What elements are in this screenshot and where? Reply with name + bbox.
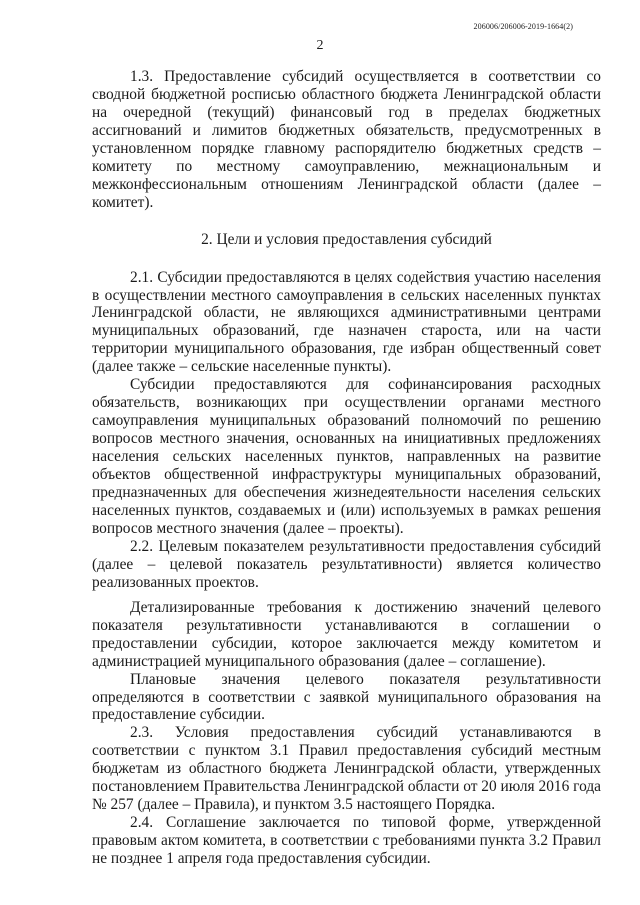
- page-number: 2: [316, 38, 324, 53]
- section-heading-2: 2. Цели и условия предоставления субсидий: [201, 230, 492, 248]
- paragraph-2-2-planned-values: Плановые значения целевого показателя результативности определяются в соответствии с заявкой муниципального образования на предоставление субсидии.: [92, 670, 601, 724]
- paragraph-2-4: 2.4. Соглашение заключается по типовой форме, утвержденной правовым актом комитета, в соответствии с требованиями пункта 3.2 Правил не позднее 1 апреля года предоставления субсидии.: [92, 814, 601, 868]
- document-id: 206006/206006-2019-1664(2): [473, 22, 573, 31]
- paragraph-2-3: 2.3. Условия предоставления субсидий устанавливаются в соответствии с пунктом 3.1 Правил предоставления субсидий местным бюджетам из областного бюджета Ленинградской области, утвержденных постановлением Правительства Ленинградской области от 20 июля 2016 года № 257 (далее – Правила), и пунктом 3.5 настоящего Порядка.: [92, 724, 601, 814]
- paragraph-2-1: 2.1. Субсидии предоставляются в целях содействия участию населения в осуществлении местного самоуправления в сельских населенных пунктах Ленинградской области, не являющихся административными центрами муниципальных образований, где назначен староста, или на части территории муниципального образования, где избран общественный совет (далее также – сельские населенные пункты).: [92, 268, 601, 376]
- paragraph-2-2: 2.2. Целевым показателем результативности предоставления субсидий (далее – целевой показатель результативности) является количество реализованных проектов.: [92, 537, 601, 591]
- paragraph-2-1-subsidies: Субсидии предоставляются для софинансирования расходных обязательств, возникающих при осуществлении органами местного самоуправления муниципальных образований полномочий по решению вопросов местного значения, основанных на инициативных предложениях населения сельских населенных пунктов, направленных на развитие объектов общественной инфраструктуры муниципальных образований, предназначенных для обеспечения жизнедеятельности населения сельских населенных пунктов, создаваемых и (или) используемых в рамках решения вопросов местного значения (далее – проекты).: [92, 376, 601, 537]
- document-body: [92, 68, 601, 868]
- paragraph-2-2-requirements: Детализированные требования к достижению значений целевого показателя результативности устанавливаются в соглашении о предоставлении субсидии, которое заключается между комитетом и администрацией муниципального образования (далее – соглашение).: [92, 598, 601, 670]
- paragraph-1-3: 1.3. Предоставление субсидий осуществляется в соответствии со сводной бюджетной росписью областного бюджета Ленинградской области на очередной (текущий) финансовый год в пределах бюджетных ассигнований и лимитов бюджетных обязательств, предусмотренных в установленном порядке главному распорядителю бюджетных средств – комитету по местному самоуправлению, межнациональным и межконфессиональным отношениям Ленинградской области (далее – комитет).: [92, 68, 601, 211]
